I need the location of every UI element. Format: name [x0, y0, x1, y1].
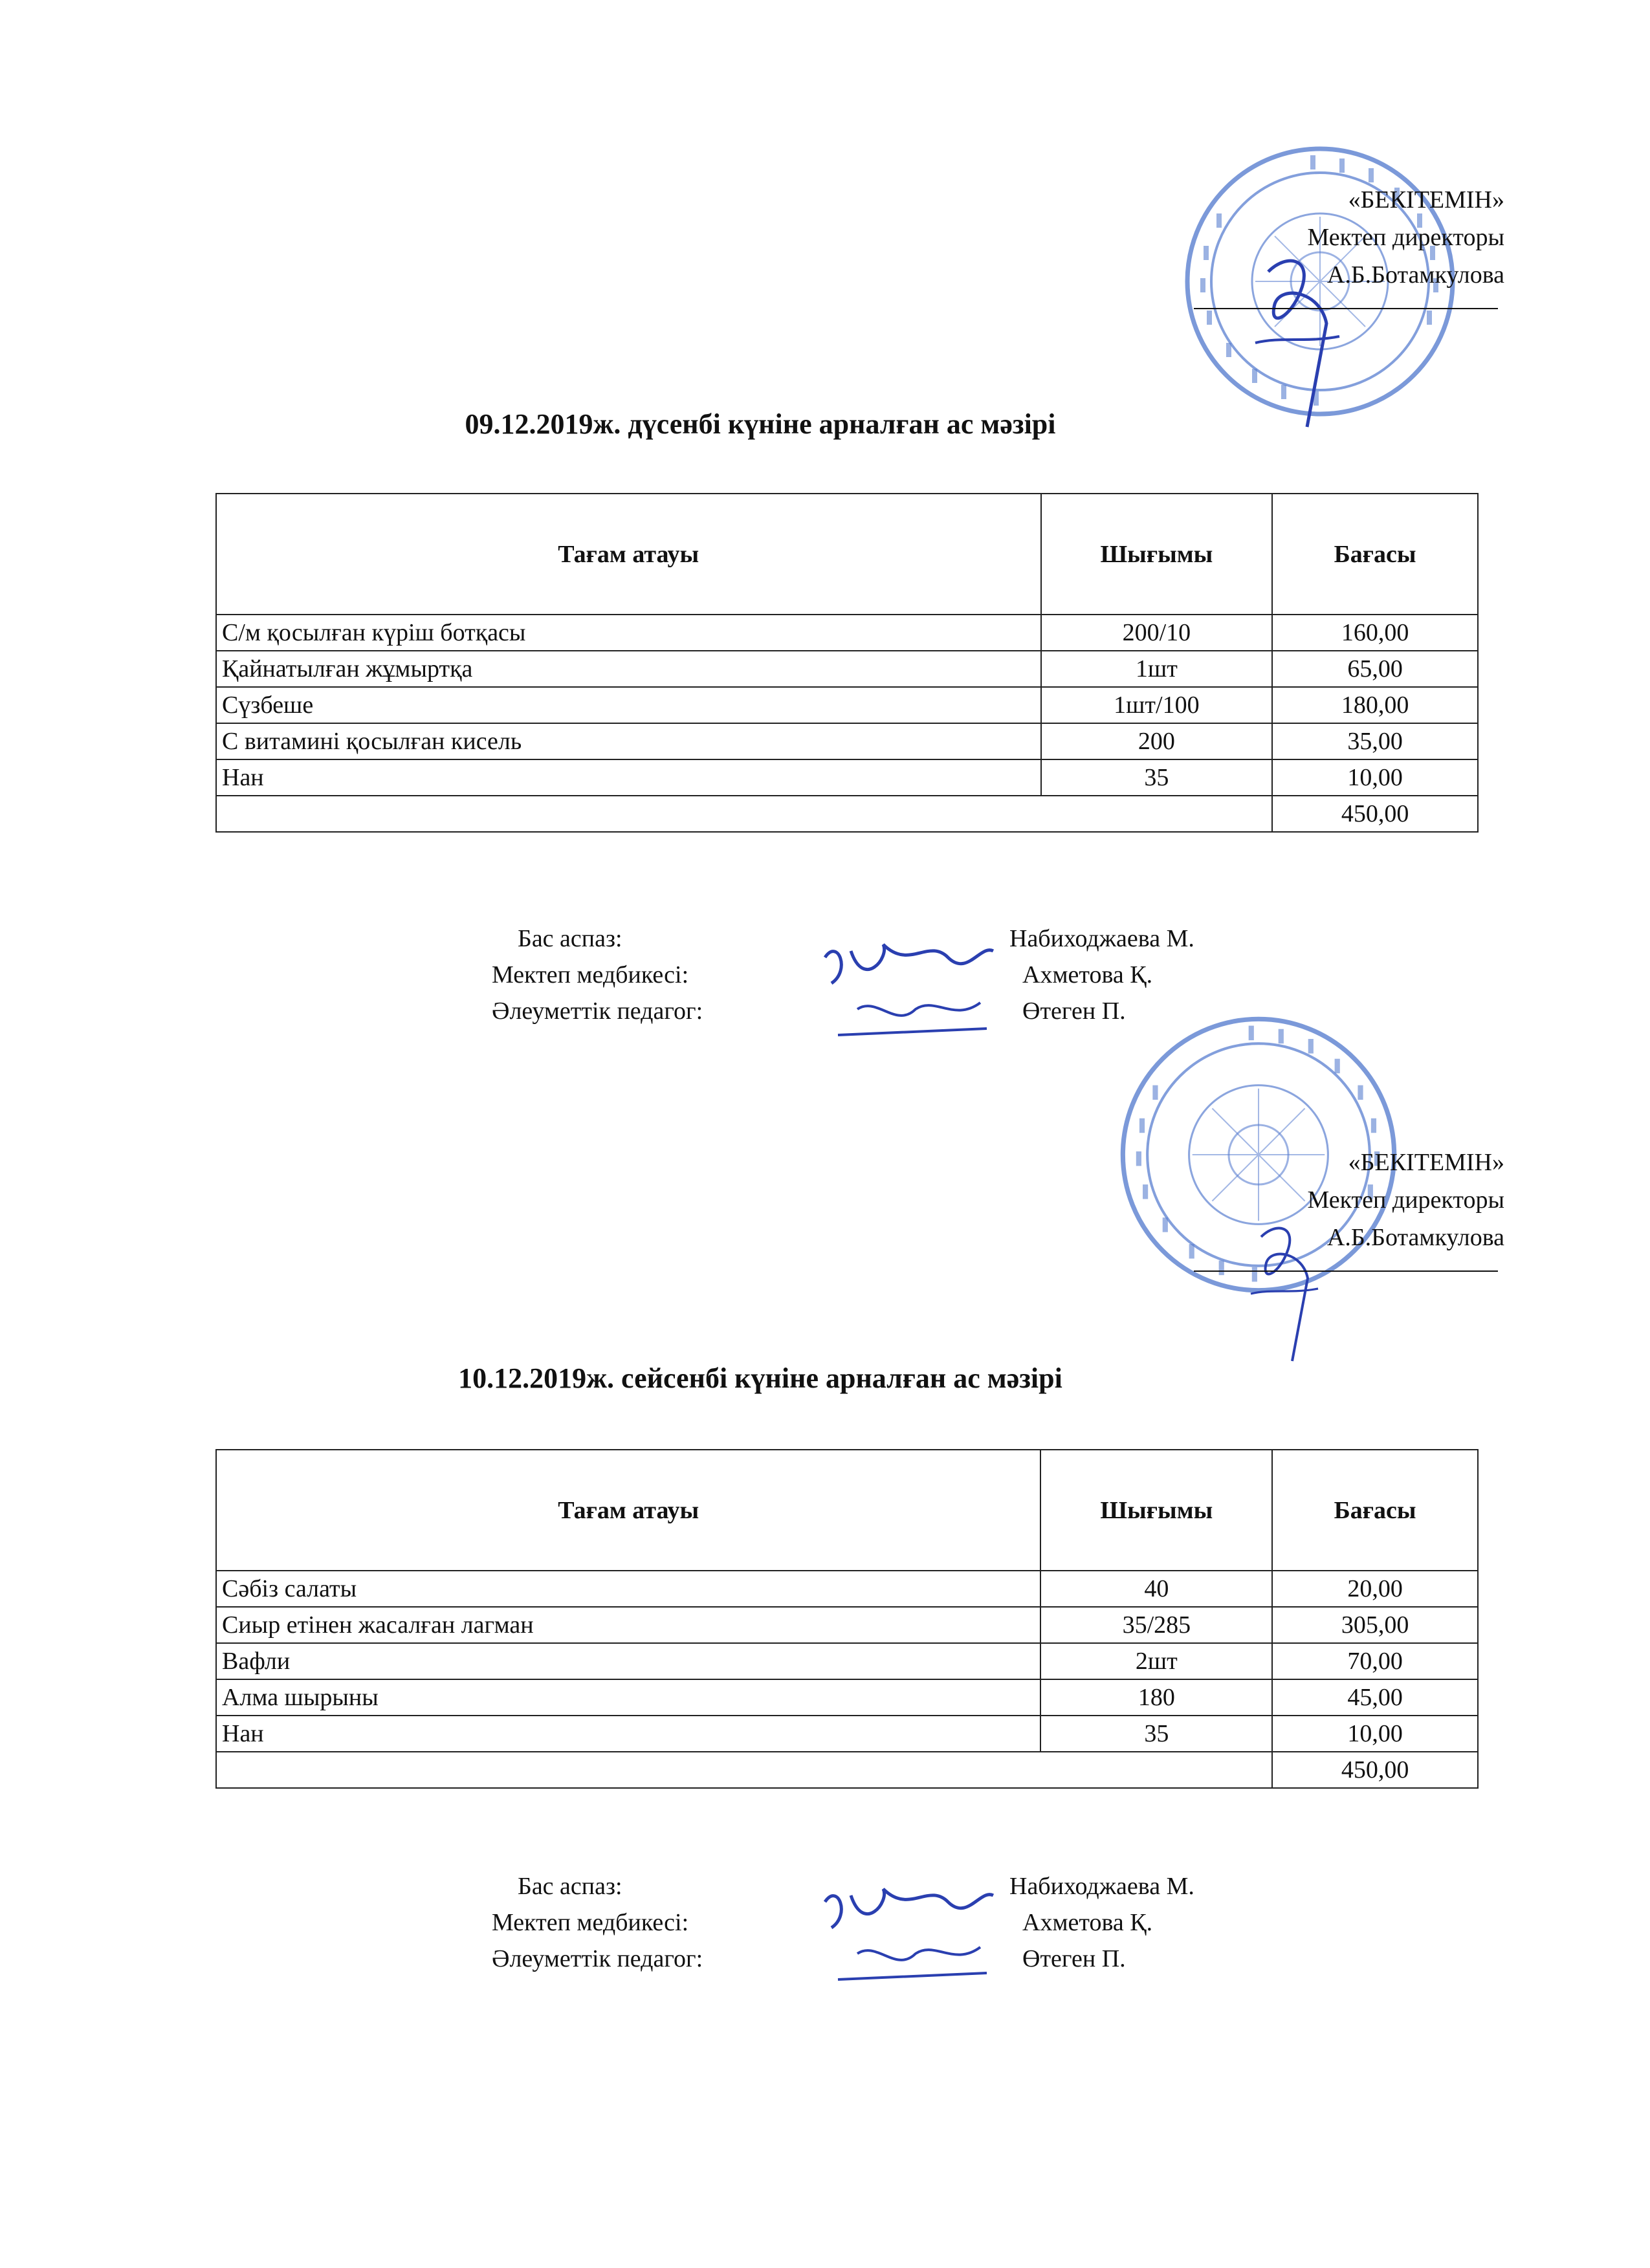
signoff-row	[492, 1942, 1307, 1978]
dish-price: 180,00	[1272, 687, 1478, 723]
header-price: Бағасы	[1272, 1450, 1478, 1571]
approval-heading: «БЕКІТЕМІН»	[1348, 186, 1504, 213]
total-label-cell	[216, 796, 1272, 832]
signoff-person: Набиходжаева М.	[1009, 925, 1194, 952]
dish-yield: 1шт	[1041, 651, 1273, 687]
header-dish-name: Тағам атауы	[216, 494, 1041, 615]
menu-title: 10.12.2019ж. сейсенбі күніне арналған ас мәзірі	[458, 1362, 1062, 1394]
signoff-role: Мектеп медбикесі:	[492, 1909, 689, 1936]
approval-name: А.Б.Ботамкулова	[1326, 1224, 1504, 1251]
dish-price: 10,00	[1272, 759, 1478, 796]
approval-block	[1194, 1144, 1504, 1272]
header-price: Бағасы	[1272, 494, 1478, 615]
total-row	[216, 1752, 1478, 1788]
dish-yield: 35	[1041, 759, 1273, 796]
header-yield: Шығымы	[1040, 1450, 1272, 1571]
table-row	[216, 1643, 1478, 1679]
table-row	[216, 687, 1478, 723]
header-dish-name: Тағам атауы	[216, 1450, 1040, 1571]
total-price: 450,00	[1272, 796, 1478, 832]
menu-table	[215, 493, 1479, 833]
table-row	[216, 723, 1478, 759]
dish-name: Қайнатылған жұмыртқа	[216, 651, 1041, 687]
signoff-block	[492, 1870, 1307, 1978]
dish-yield: 1шт/100	[1041, 687, 1273, 723]
dish-price: 160,00	[1272, 615, 1478, 651]
signoff-row	[492, 1906, 1307, 1942]
total-label-cell	[216, 1752, 1272, 1788]
signature-line	[1194, 1270, 1498, 1272]
menu-table	[215, 1449, 1479, 1789]
dish-yield: 35/285	[1040, 1607, 1272, 1643]
approval-name: А.Б.Ботамкулова	[1326, 261, 1504, 289]
signoff-row	[492, 958, 1307, 994]
header-yield: Шығымы	[1041, 494, 1273, 615]
dish-price: 20,00	[1272, 1571, 1478, 1607]
dish-name: С витамині қосылған кисель	[216, 723, 1041, 759]
table-row	[216, 1679, 1478, 1716]
dish-price: 45,00	[1272, 1679, 1478, 1716]
signoff-role: Бас аспаз:	[518, 1873, 622, 1900]
dish-yield: 35	[1040, 1716, 1272, 1752]
table-header-row	[216, 494, 1478, 615]
table-row	[216, 651, 1478, 687]
total-row	[216, 796, 1478, 832]
dish-yield: 2шт	[1040, 1643, 1272, 1679]
approval-block	[1194, 181, 1504, 309]
signoff-person: Өтеген П.	[1022, 998, 1126, 1025]
signoff-person: Набиходжаева М.	[1009, 1873, 1194, 1900]
dish-price: 65,00	[1272, 651, 1478, 687]
table-row	[216, 1716, 1478, 1752]
table-row	[216, 759, 1478, 796]
dish-name: Вафли	[216, 1643, 1040, 1679]
table-row	[216, 1571, 1478, 1607]
table-header-row	[216, 1450, 1478, 1571]
signoff-role: Бас аспаз:	[518, 925, 622, 952]
signoff-role: Әлеуметтік педагог:	[492, 998, 703, 1025]
signoff-person: Ахметова Қ.	[1022, 961, 1153, 988]
dish-yield: 200/10	[1041, 615, 1273, 651]
dish-yield: 40	[1040, 1571, 1272, 1607]
signoff-person: Өтеген П.	[1022, 1945, 1126, 1972]
dish-price: 10,00	[1272, 1716, 1478, 1752]
signoff-role: Әлеуметтік педагог:	[492, 1945, 703, 1972]
dish-name: Сүзбеше	[216, 687, 1041, 723]
menu-title: 09.12.2019ж. дүсенбі күніне арналған ас мәзірі	[465, 408, 1056, 440]
signoff-role: Мектеп медбикесі:	[492, 961, 689, 988]
approval-heading: «БЕКІТЕМІН»	[1348, 1149, 1504, 1176]
dish-name: Нан	[216, 759, 1041, 796]
approval-position: Мектеп директоры	[1307, 224, 1504, 251]
signoff-person: Ахметова Қ.	[1022, 1909, 1153, 1936]
table-row	[216, 615, 1478, 651]
dish-yield: 200	[1041, 723, 1273, 759]
dish-name: Сиыр етінен жасалған лагман	[216, 1607, 1040, 1643]
signature-line	[1194, 308, 1498, 309]
dish-yield: 180	[1040, 1679, 1272, 1716]
dish-price: 35,00	[1272, 723, 1478, 759]
signoff-row	[492, 1870, 1307, 1906]
total-price: 450,00	[1272, 1752, 1478, 1788]
dish-name: С/м қосылған күріш ботқасы	[216, 615, 1041, 651]
approval-position: Мектеп директоры	[1307, 1186, 1504, 1214]
dish-name: Нан	[216, 1716, 1040, 1752]
signoff-row	[492, 922, 1307, 958]
dish-name: Сәбіз салаты	[216, 1571, 1040, 1607]
dish-price: 305,00	[1272, 1607, 1478, 1643]
dish-price: 70,00	[1272, 1643, 1478, 1679]
dish-name: Алма шырыны	[216, 1679, 1040, 1716]
table-row	[216, 1607, 1478, 1643]
